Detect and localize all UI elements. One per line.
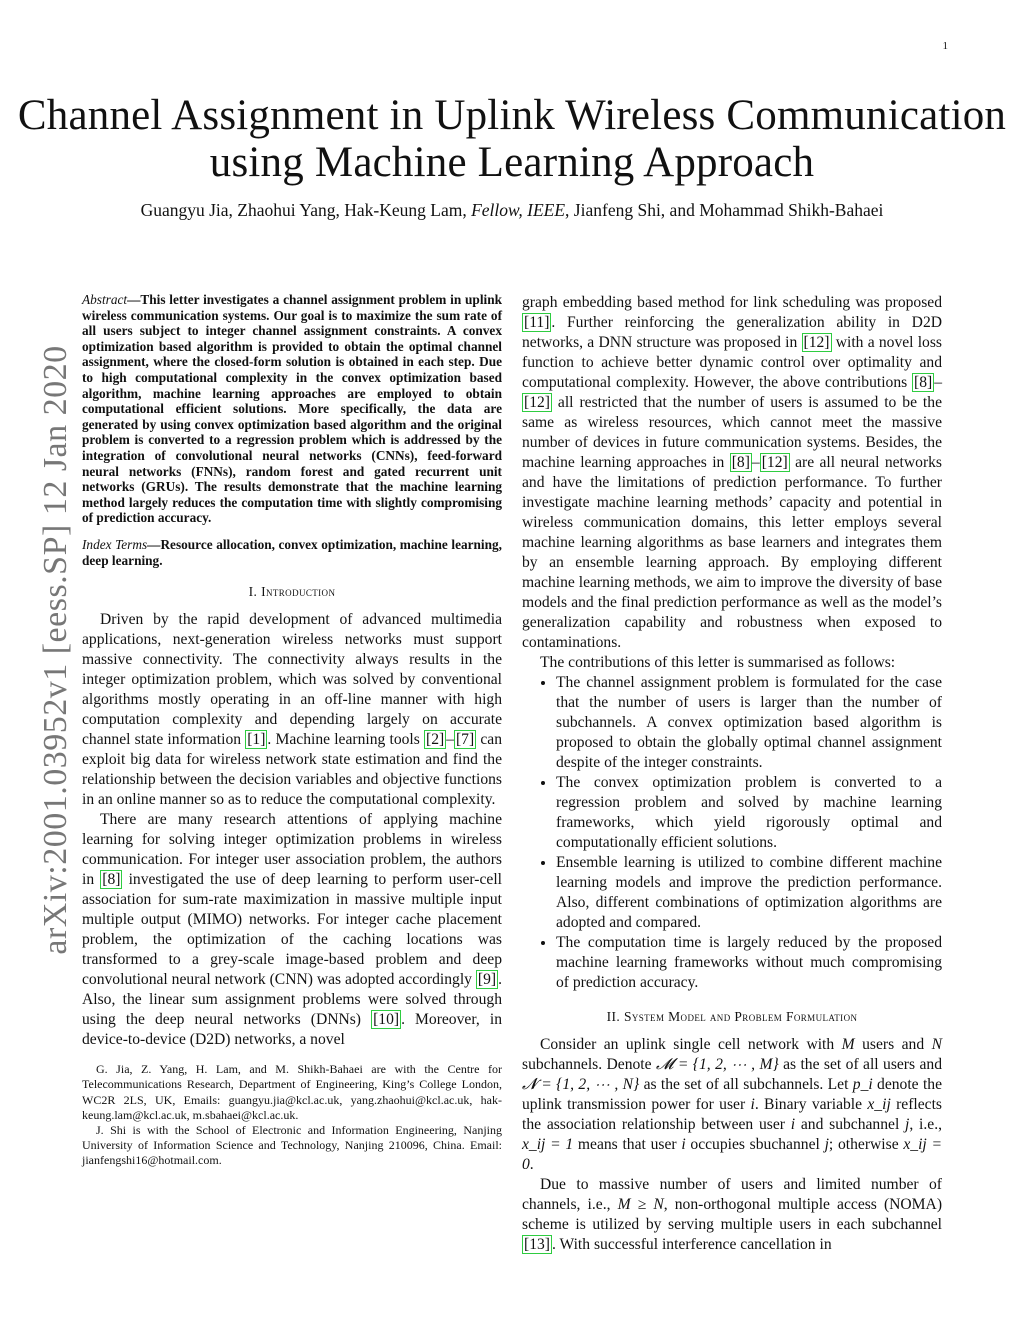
- text-run: . Further reinforcing the generalization ability in D2D networks, a DNN structure was proposed in: [522, 314, 942, 351]
- abstract-label: Abstract: [82, 292, 128, 307]
- text-run: , i.e.,: [909, 1116, 943, 1133]
- contributions-intro: The contributions of this letter is summarised as follows:: [540, 654, 896, 671]
- arxiv-identifier: arXiv:2001.03952v1 [eess.SP] 12 Jan 2020: [37, 345, 74, 955]
- citation-link[interactable]: [8]: [731, 454, 750, 471]
- math-expression: x_ij = 0: [522, 1136, 942, 1173]
- left-column: [82, 292, 502, 1169]
- math-symbol: p_i: [852, 1076, 873, 1093]
- text-run: occupies sbuchannel: [685, 1136, 825, 1153]
- text-run: are all neural networks and have the limitations of prediction performance. To further investigate machine learning methods’ capacity and potential in wireless communication domains, this letter employs several machine learning algorithms as base learners and integrates them by an ensemble learning approach. By employing different machine learning methods, we aim to improve the diversity of base models and the final prediction performance as well as the model’s generalization capability and robustness when exposed to contaminations.: [522, 454, 942, 651]
- system-model-paragraph-1: [522, 1035, 942, 1175]
- index-terms-text: —Resource allocation, convex optimization, machine learning, deep learning.: [82, 536, 502, 568]
- text-run: reflects the association relationship between user: [522, 1096, 942, 1133]
- citation-link[interactable]: [12]: [803, 334, 830, 351]
- citation-link[interactable]: [12]: [524, 394, 550, 411]
- citation-link[interactable]: [10]: [373, 1011, 400, 1029]
- contributions-list: [522, 673, 942, 993]
- section-heading-introduction: I. Introduction: [248, 584, 336, 600]
- paper-title: Channel Assignment in Uplink Wireless Communication using Machine Learning Approach: [17, 92, 1007, 186]
- text-run: –: [751, 454, 760, 471]
- math-symbol: i: [681, 1136, 686, 1153]
- authors-text-end: , Jianfeng Shi, and Mohammad Shikh-Bahaei: [565, 200, 884, 220]
- contribution-item: • The channel assignment problem is formulated for the case that the number of users is larger than the number of subchannels. A convex optimization based algorithm is proposed to obtain the globally optimal channel assignment despite of the integer constraints.: [556, 673, 942, 773]
- text-run: .: [529, 1156, 534, 1173]
- math-expression: M ≥ N: [617, 1196, 664, 1213]
- citation-link[interactable]: [7]: [455, 731, 475, 749]
- text-run: and subchannel: [795, 1116, 906, 1133]
- math-expression: x_ij = 1: [522, 1136, 574, 1153]
- system-model-paragraph-2: [522, 1175, 942, 1255]
- index-terms: [82, 537, 502, 568]
- math-expression: 𝓜 = {1, 2, ⋯ , M}: [655, 1056, 779, 1073]
- citation-link[interactable]: [1]: [247, 731, 266, 749]
- math-symbol: j: [824, 1136, 829, 1153]
- math-expression: 𝓝 = {1, 2, ⋯ , N}: [522, 1076, 640, 1093]
- abstract: [82, 292, 502, 526]
- math-symbol: N: [931, 1036, 942, 1053]
- intro-paragraph-3: [522, 293, 942, 653]
- text-run: as the set of all subchannels. Let: [639, 1076, 853, 1093]
- contribution-item: • Ensemble learning is utilized to combine different machine learning models and improve the prediction performance. Also, different combinations of optimization algorithms are adopted and compared.: [556, 853, 942, 933]
- text-run: ; otherwise: [828, 1136, 904, 1153]
- text-run: denote the uplink transmission power for user: [522, 1076, 942, 1113]
- text-run: –: [446, 731, 454, 749]
- text-run: Driven by the rapid development of advanced multimedia applications, next-generation wireless networks must support massive connectivity. The connectivity always results in the integer optimization problem, which was solved by conventional algorithms mostly operating in an off-line manner with high computation complexity and depending largely on accurate channel state information: [82, 611, 502, 749]
- text-run: Consider an uplink single cell network with: [540, 1036, 842, 1053]
- citation-link[interactable]: [11]: [524, 314, 550, 331]
- footnote-affiliation-1: G. Jia, Z. Yang, H. Lam, and M. Shikh-Bahaei are with the Centre for Telecommunications Research, Department of Engineering, King’s College London, WC2R 2LS, UK, Emails: guangyu.jia@kcl.ac.uk, yang.zhaohui@kcl.ac.uk, hak-keung.lam@kcl.ac.uk, m.sbahaei@kcl.ac.uk.: [82, 1062, 502, 1122]
- math-symbol: i: [790, 1116, 796, 1133]
- abstract-text: —This letter investigates a channel assignment problem in uplink wireless communication systems. Our goal is to maximize the sum rate of all users subject to integer channel assignment constraints. A convex optimization based algorithm is provided to obtain the optimal channel assignment, where the closed-form solution is obtained in each step. Due to high computational complexity in the convex optimization based algorithm, machine learning approaches are employed to obtain computational efficient solutions. More specifically, the data are generated by using convex optimization based algorithm and the original problem is converted to a regression problem which is addressed by the integration of convolutional neural networks (CNNs), feed-forward neural networks (FNNs), random forest and gated recurrent unit networks (GRUs). The results demonstrate that the machine learning method largely reduces the computation time with slightly compromising of prediction accuracy.: [82, 292, 502, 526]
- index-terms-label: Index Terms: [82, 536, 148, 552]
- author-fellow: Fellow, IEEE: [471, 200, 566, 220]
- text-run: graph embedding based method for link scheduling was proposed: [522, 294, 942, 311]
- section-heading-system-model: II. System Model and Problem Formulation: [606, 1009, 858, 1024]
- footnote-affiliation-2: J. Shi is with the School of Electronic and Information Engineering, Nanjing University of Information Science and Technology, Nanjing 210096, China. Email: jianfengshi16@hotmail.com.: [82, 1122, 502, 1168]
- text-run: users and: [854, 1036, 932, 1053]
- citation-link[interactable]: [8]: [914, 374, 933, 391]
- text-run: . With successful interference cancellation in: [551, 1236, 832, 1253]
- contribution-item: • The convex optimization problem is converted to a regression problem and solved by machine learning frameworks, which yield rigorously optimal and computationally efficient solutions.: [556, 773, 942, 853]
- text-run: , non-orthogonal multiple access (NOMA) scheme is utilized by serving multiple users in each subchannel: [522, 1196, 943, 1233]
- text-run: . Moreover, in device-to-device (D2D) networks, a novel: [82, 1011, 502, 1049]
- math-symbol: x_ij: [867, 1096, 891, 1113]
- citation-link[interactable]: [12]: [761, 454, 788, 471]
- math-symbol: j: [905, 1116, 910, 1133]
- authors-text: Guangyu Jia, Zhaohui Yang, Hak-Keung Lam,: [140, 200, 472, 220]
- text-run: . Binary variable: [754, 1096, 868, 1113]
- right-column: [522, 293, 942, 1255]
- author-list: [0, 200, 1024, 221]
- text-run: . Machine learning tools: [267, 731, 424, 749]
- math-symbol: i: [750, 1096, 755, 1113]
- intro-paragraph-2: [82, 810, 502, 1050]
- citation-link[interactable]: [2]: [426, 731, 445, 749]
- text-run: investigated the use of deep learning to perform user-cell association for sum-rate maximization in massive multiple input multiple output (MIMO) networks. For integer cache placement problem, the optimization of the caching locations was transformed to a grey-scale image-based problem and deep convolutional neural network (CNN) was adopted accordingly: [82, 871, 503, 989]
- text-run: can exploit big data for wireless network state estimation and find the relationship between the decision variables and objective functions in an online manner so as to reduce the computational complexity.: [82, 731, 502, 809]
- page-number: 1: [942, 40, 948, 52]
- citation-link[interactable]: [9]: [477, 971, 497, 989]
- text-run: Due to massive number of users and limited number of channels, i.e.,: [522, 1176, 942, 1213]
- text-run: with a novel loss function to achieve better dynamic control over optimality and computational complexity. However, the above contributions: [522, 334, 942, 391]
- text-run: all restricted that the number of users is assumed to be the same as wireless resources, which cannot meet the massive number of devices in future communication systems. Besides, the machine learning approaches in: [522, 394, 942, 471]
- text-run: . Also, the linear sum assignment problems were solved through using the deep neural networks (DNNs): [82, 971, 502, 1029]
- math-symbol: M: [841, 1036, 855, 1053]
- text-run: means that user: [573, 1136, 682, 1153]
- text-run: as the set of all users and: [778, 1056, 942, 1073]
- intro-paragraph-1: [82, 610, 502, 810]
- citation-link[interactable]: [8]: [102, 871, 121, 889]
- text-run: –: [934, 374, 942, 391]
- text-run: subchannels. Denote: [522, 1056, 656, 1073]
- contribution-item: • The computation time is largely reduced by the proposed machine learning frameworks without much compromising of prediction accuracy.: [556, 933, 942, 993]
- text-run: There are many research attentions of applying machine learning for solving integer optimization problems in wireless communication. For integer user association problem, the authors in: [82, 811, 502, 889]
- citation-link[interactable]: [13]: [524, 1236, 550, 1253]
